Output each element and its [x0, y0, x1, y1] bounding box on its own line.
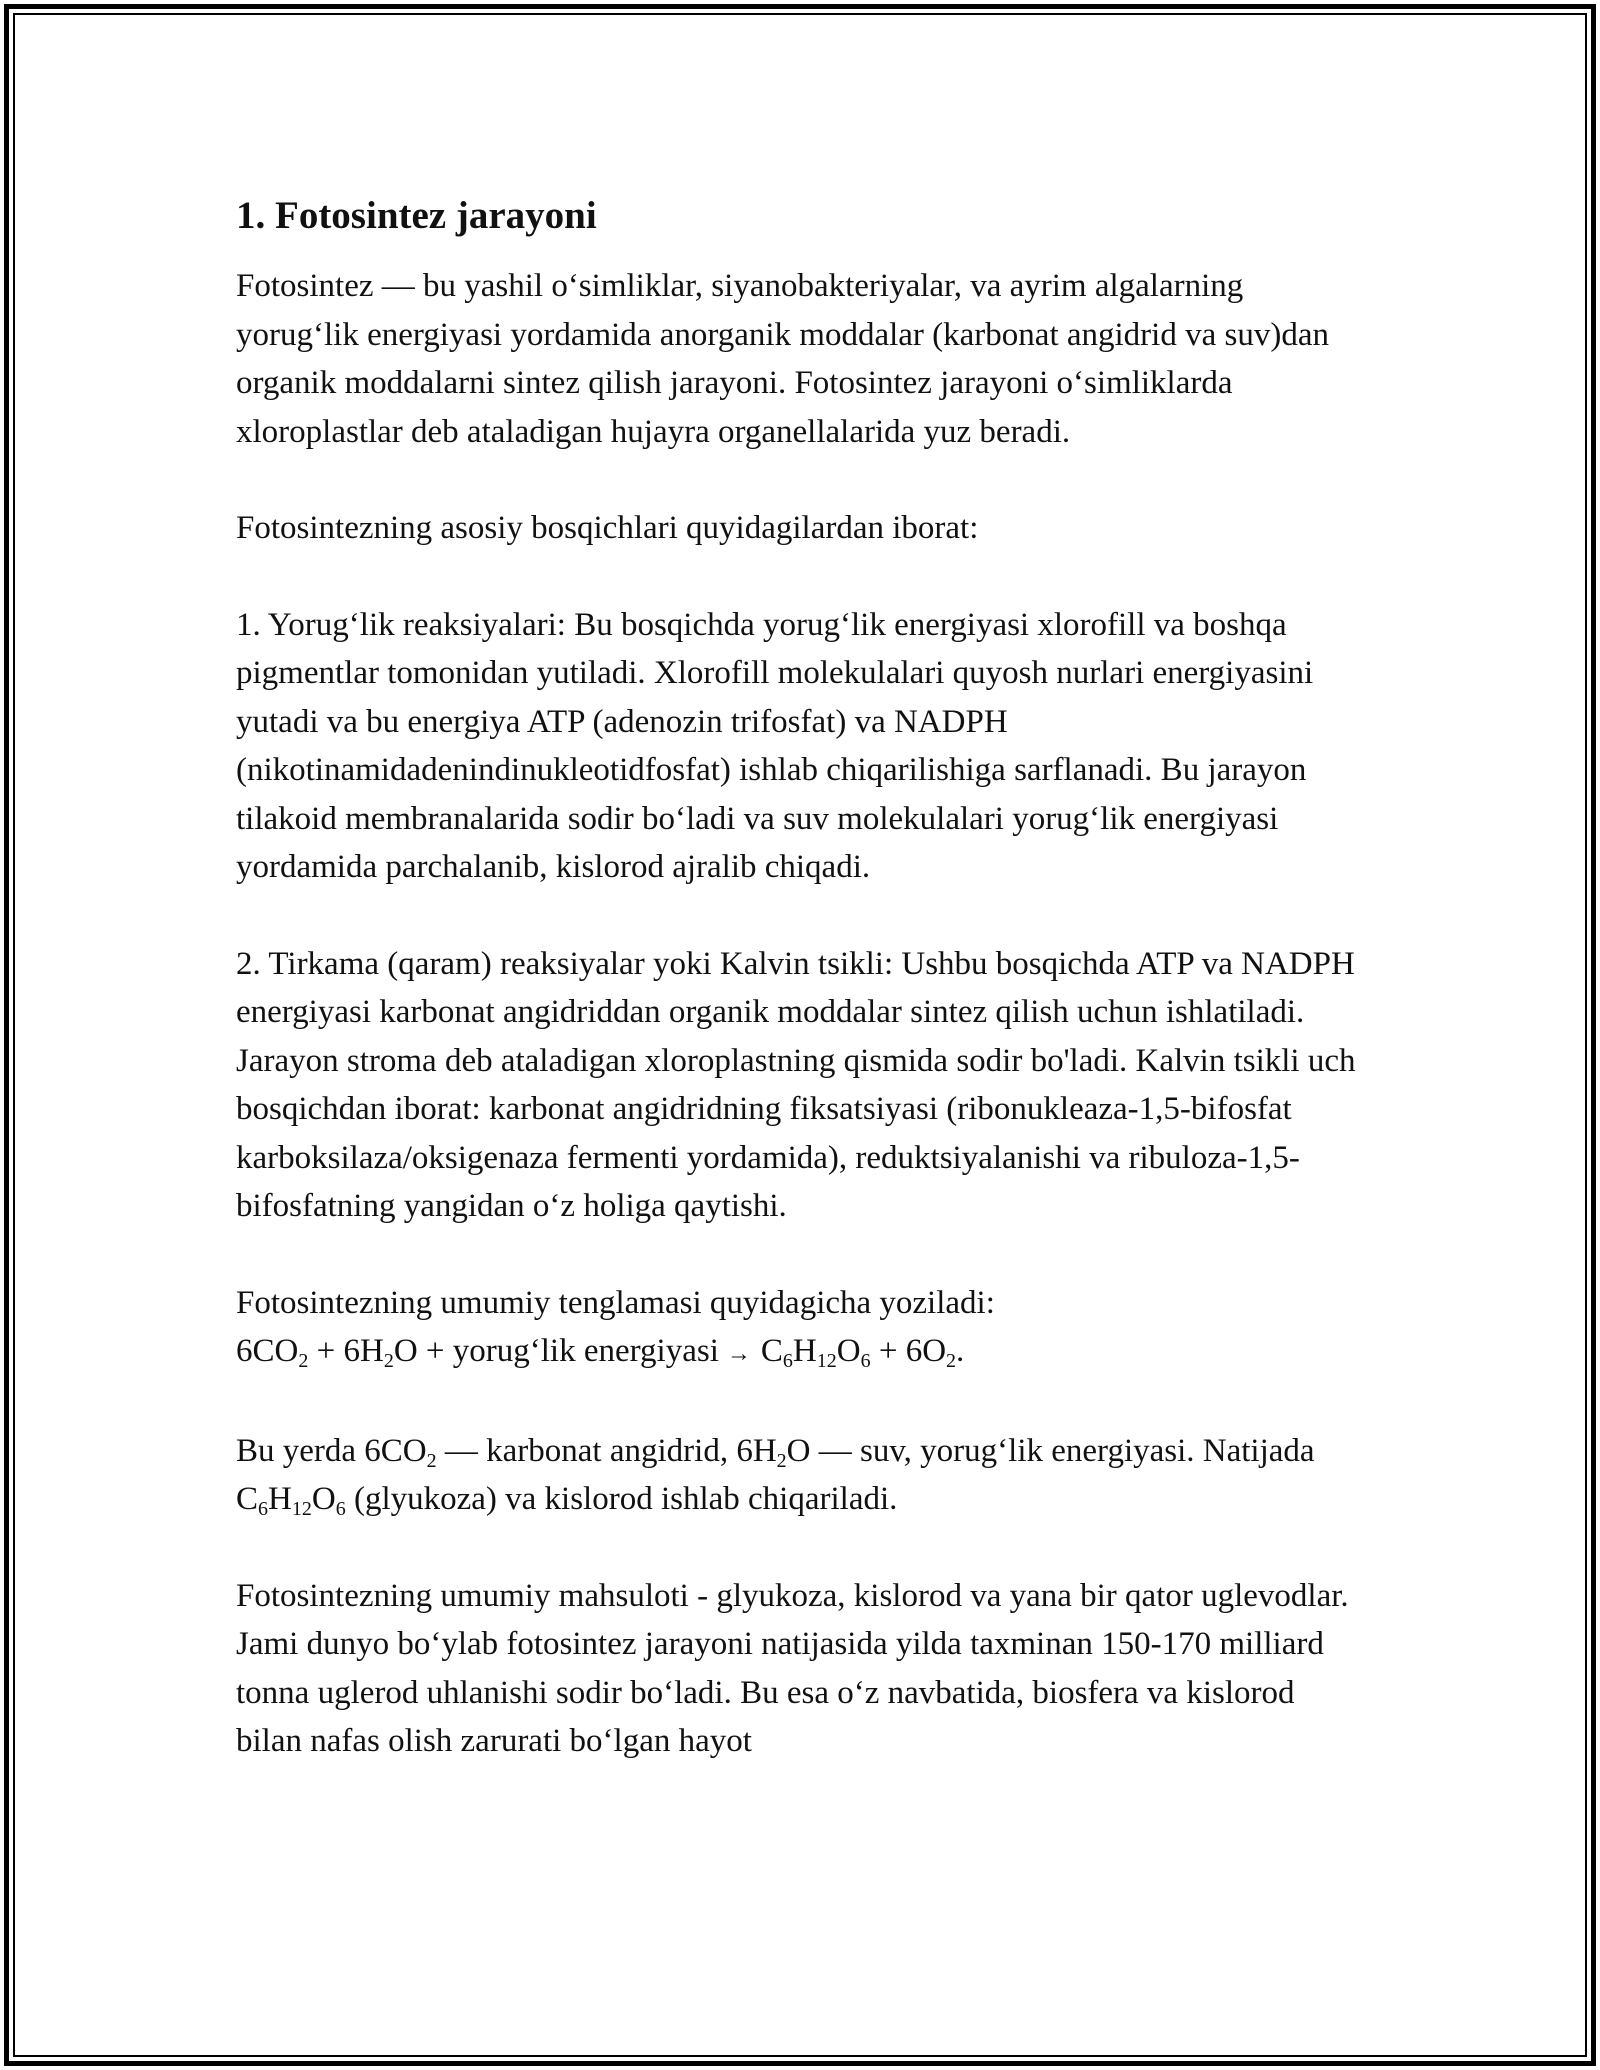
eq-h: H	[792, 1333, 817, 1369]
eq-o2-sub: 2	[946, 1350, 957, 1372]
explanation-sub: 2	[776, 1449, 787, 1472]
document-body	[236, 190, 1366, 1814]
eq-h2o-sub: 2	[383, 1350, 394, 1372]
photosynthesis-equation	[236, 1327, 1366, 1379]
eq-c-sub: 6	[782, 1350, 793, 1372]
stage1-paragraph: 1. Yorug‘lik reaksiyalari: Bu bosqichda yorug‘lik energiyasi xlorofill va boshqa pigmentlar tomonidan yutiladi. Xlorofill molekulalari quyosh nurlari energiyasini yutadi va bu energiya ATP (adenozin trifosfat) va NADPH (nikotinamidadenindinukleotidfosfat) ishlab chiqarilishiga sarflanadi. Bu jarayon tilakoid membranalarida sodir bo‘ladi va suv molekulalari yorug‘lik energiyasi yordamida parchalanib, kislorod ajralib chiqadi.	[236, 606, 1314, 885]
explanation-text: Bu yerda 6CO	[236, 1432, 427, 1469]
eq-c: C	[760, 1333, 783, 1369]
explanation-text: — karbonat angidrid, 6H	[436, 1432, 777, 1469]
eq-plus: +	[870, 1333, 906, 1369]
explanation-paragraph	[236, 1427, 1366, 1524]
section-heading: 1. Fotosintez jarayoni	[236, 194, 597, 237]
explanation-sub: 6	[335, 1498, 346, 1520]
eq-plus: +	[308, 1333, 344, 1369]
right-arrow-icon: →	[726, 1341, 751, 1367]
stage2-paragraph: 2. Tirkama (qaram) reaksiyalar yoki Kalvin tsikli: Ushbu bosqichda ATP va NADPH energiyasi karbonat angidriddan organik moddalar sintez qilish uchun ishlatiladi. Jarayon stroma deb ataladigan xloroplastning qismida sodir bo'ladi. Kalvin tsikli uch bosqichdan iborat: karbonat angidridning fiksatsiyasi (ribonukleaza-1,5-bifosfat karboksilaza/oksigenaza fermenti yordamida), reduktsiyalanishi va ribuloza-1,5-bifosfatning yangidan o‘z holiga qaytishi.	[236, 945, 1356, 1224]
eq-h2o-end: O	[393, 1333, 418, 1369]
eq-o: O	[836, 1333, 861, 1369]
explanation-text: H	[268, 1481, 292, 1517]
eq-co2: 6CO	[236, 1333, 299, 1369]
eq-end: .	[956, 1333, 965, 1369]
eq-o-sub: 6	[860, 1350, 871, 1372]
eq-h-sub: 12	[816, 1350, 837, 1372]
stages-intro-paragraph: Fotosintezning asosiy bosqichlari quyidagilardan iborat:	[236, 510, 979, 546]
explanation-sub: 2	[426, 1449, 437, 1472]
equation-intro-paragraph: Fotosintezning umumiy tenglamasi quyidagicha yoziladi:	[236, 1284, 995, 1321]
eq-co2-sub: 2	[298, 1350, 309, 1372]
explanation-sub: 12	[291, 1498, 312, 1520]
eq-o2: 6O	[905, 1333, 947, 1369]
explanation-text: (glyukoza) va kislorod ishlab chiqariladi.	[345, 1481, 898, 1517]
intro-paragraph: Fotosintez — bu yashil o‘simliklar, siyanobakteriyalar, va ayrim algalarning yorug‘lik energiyasi yordamida anorganik moddalar (karbonat angidrid va suv)dan organik moddalarni sintez qilish jarayoni. Fotosintez jarayoni o‘simliklarda xloroplastlar deb ataladigan hujayra organellalarida yuz beradi.	[236, 268, 1329, 450]
eq-energy: yorug‘lik energiyasi	[452, 1333, 719, 1369]
explanation-text: O — suv, yorug‘lik energiyasi. Natijada C	[236, 1432, 1315, 1517]
explanation-text: O	[311, 1481, 336, 1517]
explanation-sub: 6	[258, 1498, 269, 1520]
eq-h2o: 6H	[343, 1333, 384, 1369]
eq-plus: +	[417, 1333, 453, 1369]
final-paragraph: Fotosintezning umumiy mahsuloti - glyukoza, kislorod va yana bir qator uglevodlar. Jami dunyo bo‘ylab fotosintez jarayoni natijasida yilda taxminan 150-170 milliard tonna uglerod uhlanishi sodir bo‘ladi. Bu esa o‘z navbatida, biosfera va kislorod bilan nafas olish zarurati bo‘lgan hayot	[236, 1577, 1349, 1759]
